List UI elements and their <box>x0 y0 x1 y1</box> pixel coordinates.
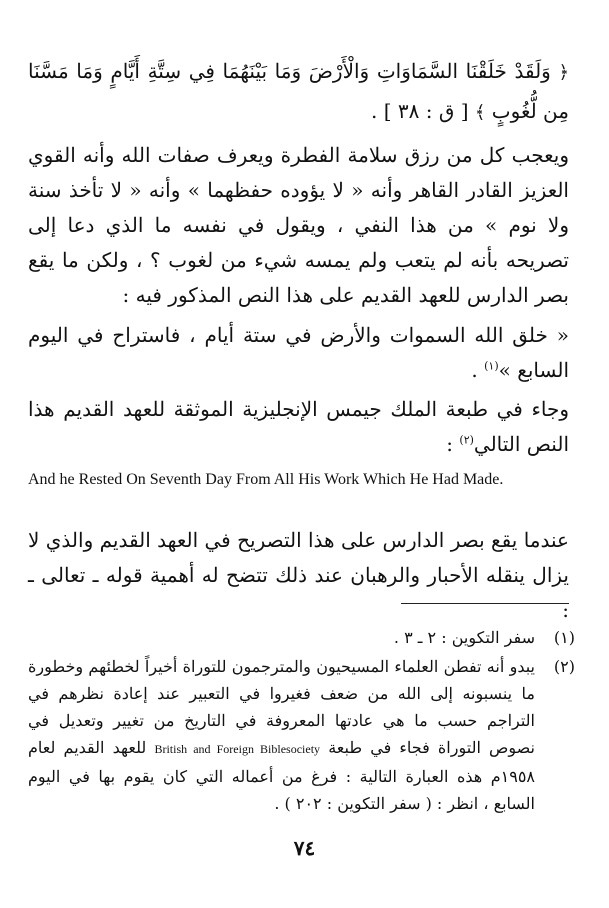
footnote-2-number: (٢) <box>553 657 575 676</box>
bible-quote-arabic: « خلق الله السموات والأرض في ستة أيام ، فاستراح في اليوم السابع » <box>28 323 569 382</box>
footnote-ref-1: (١) <box>484 359 499 373</box>
footnote-ref-2: (٢) <box>459 433 474 447</box>
paragraph-2-end: . <box>471 358 485 382</box>
verse-open-bracket: ﴿ <box>558 62 570 83</box>
verse-close-bracket: ﴾ <box>474 102 486 123</box>
footnote-2-text-after: للعهد القديم لعام ١٩٥٨م هذه العبارة التالية : فرغ من أعماله التي كان يقوم بها في اليوم السابع ، انظر : ( سفر التكوين : ٢٠٢ ) . <box>28 738 535 813</box>
paragraph-1: ويعجب كل من رزق سلامة الفطرة ويعرف صفات الله وأنه القوي العزيز القادر القاهر وأنه « لا يؤوده حفظهما » وأنه « لا تأخذ سنة ولا نوم » من هذا النفي ، ويقول في نفسه ما الذي دعا إلى تصريحه بأنه لم يتعب ولم يمسه شيء من لغوب ؟ ، ولكن ما يقع بصر الدارس للعهد القديم على هذا النص المذكور فيه : <box>28 143 570 307</box>
footnote-1 <box>28 624 575 651</box>
quran-verse <box>28 52 569 132</box>
verse-citation: [ ق : ٣٨ ] . <box>371 99 469 123</box>
paragraph-3 <box>28 392 569 462</box>
paragraph-3-end: : <box>446 432 460 456</box>
footnote-2-text <box>28 653 535 817</box>
footnote-divider <box>401 603 569 604</box>
footnote-1-number: (١) <box>553 628 575 647</box>
footnote-2 <box>28 653 575 817</box>
paragraph-4: عندما يقع بصر الدارس على هذا التصريح في العهد القديم والذي لا يزال ينقله الأحبار والرهبان عند ذلك تتضح له أهمية قوله ـ تعالى ـ : <box>28 528 569 622</box>
page-number: ٧٤ <box>293 836 316 860</box>
paragraph-3-text: وجاء في طبعة الملك جيمس الإنجليزية الموثقة للعهد القديم هذا النص التالي <box>28 397 569 456</box>
footnote-1-text: سفر التكوين : ٢ ـ ٣ . <box>393 628 535 647</box>
verse-text: وَلَقَدْ خَلَقْنَا السَّمَاوَاتِ وَالْأَرْضَ وَمَا بَيْنَهُمَا فِي سِتَّةِ أَيَّامٍ وَمَا مَسَّنَا مِن لُّغُوبٍ <box>28 59 569 123</box>
english-quote: And he Rested On Seventh Day From All His Work Which He Had Made. <box>28 471 504 488</box>
paragraph-2 <box>28 318 569 388</box>
footnote-2-latin-title: British and Foreign Biblesociety <box>154 742 321 756</box>
footnote-2-text-before: يبدو أنه تفطن العلماء المسيحيون والمترجمون للتوراة أخيراً لخطئهم وخطورة ما ينسبونه إلى الله من ضعف فغيروا في التعبير عند إعادة نظرهم في التراجم حسب ما هي عادتها المعروفة في التاريخ من تغيير وتعديل في نصوص التوراة فجاء في طبعة <box>28 657 536 757</box>
